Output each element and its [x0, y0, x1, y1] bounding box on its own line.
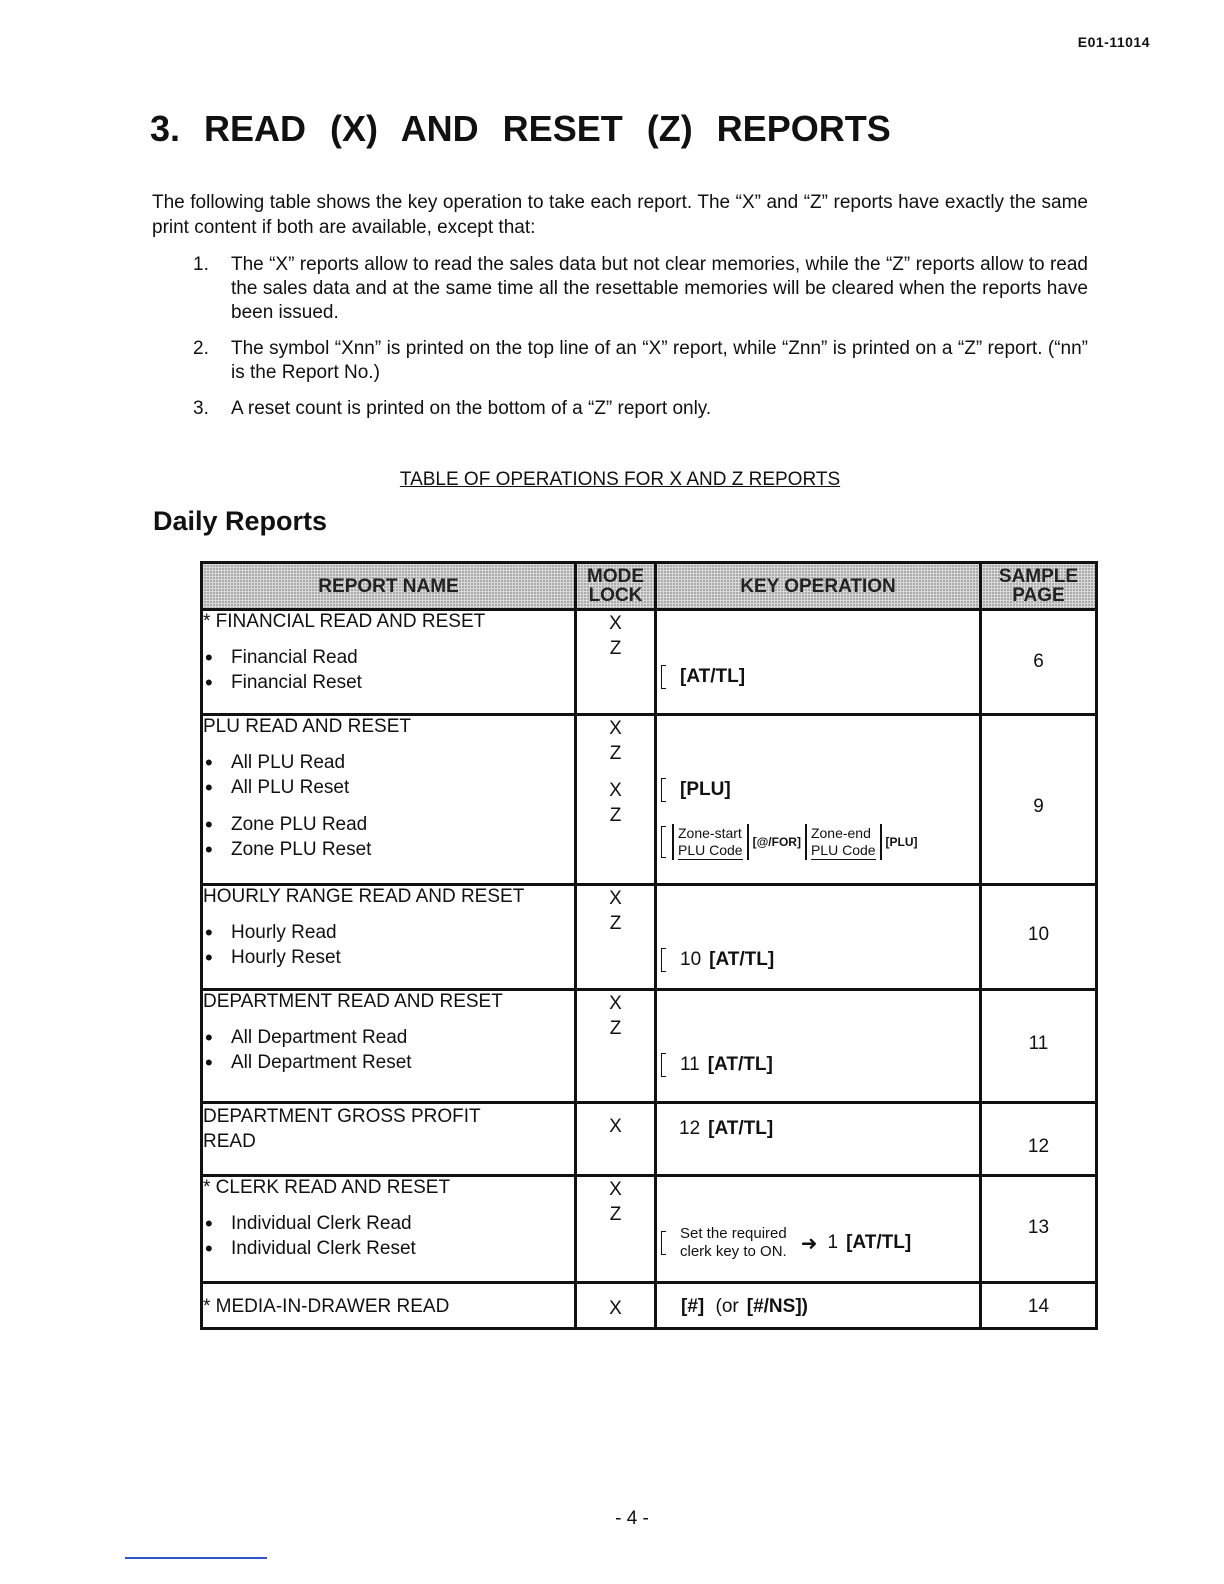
divider: [747, 824, 749, 860]
report-list: [203, 645, 574, 695]
list-item: • Hourly Read: [203, 920, 574, 945]
mode-x: X: [609, 1298, 622, 1319]
note-text: A reset count is printed on the bottom of a “Z” report only.: [231, 398, 712, 419]
report-name-cell: [202, 1176, 576, 1283]
report-list: [203, 750, 574, 862]
key-number: 12: [679, 1118, 701, 1139]
note-text: The “X” reports allow to read the sales data but not clear memories, while the “Z” reports allow to read the sales data and at the same time all the resettable memories will be cleared when the reports have been issued.: [231, 254, 1088, 323]
mode-x: X: [609, 718, 622, 739]
header-mode-lock: [576, 563, 656, 610]
header-mode-line: MODE: [587, 566, 644, 587]
key-label: [AT/TL]: [708, 1118, 774, 1139]
sample-page-cell: 11: [981, 990, 1097, 1103]
mode-z: Z: [609, 638, 622, 659]
report-list: [203, 1025, 574, 1075]
table-header-row: [202, 563, 1097, 610]
sample-page-cell: 10: [981, 885, 1097, 990]
note-number: 1.: [193, 254, 209, 275]
header-page-line: PAGE: [1012, 585, 1065, 606]
key-label: [AT/TL]: [709, 949, 775, 970]
key-number: 10: [680, 949, 702, 970]
zone-start-code: [678, 825, 743, 860]
key-label: [#/NS]): [746, 1296, 808, 1317]
list-item: • Individual Clerk Read: [203, 1211, 574, 1236]
mode-cell: [576, 990, 656, 1103]
table-row: [202, 885, 1097, 990]
table-row: [202, 1283, 1097, 1329]
mode-cell: [576, 1283, 656, 1329]
list-item: • Hourly Reset: [203, 945, 574, 970]
mode-x: X: [609, 780, 622, 801]
key-bracket: [661, 1231, 666, 1255]
key-label: [PLU]: [680, 779, 731, 800]
divider: [672, 824, 674, 860]
note-number: 3.: [193, 398, 209, 419]
divider: [805, 824, 807, 860]
note-item: [193, 337, 1088, 385]
mode-cell: [576, 885, 656, 990]
key-operation-cell: [656, 1283, 981, 1329]
report-name-cell: [202, 885, 576, 990]
table-caption: TABLE OF OPERATIONS FOR X AND Z REPORTS: [399, 469, 841, 490]
report-list: [203, 920, 574, 970]
key-number: 1: [827, 1232, 839, 1253]
arrow-right-icon: ➜: [800, 1232, 818, 1255]
list-item: • All PLU Reset: [203, 775, 574, 800]
report-group-title: DEPARTMENT READ AND RESET: [203, 991, 503, 1012]
mode-z: Z: [609, 743, 622, 764]
list-item: • Individual Clerk Reset: [203, 1236, 574, 1261]
table-row: [202, 715, 1097, 885]
zone-end-sublabel: PLU Code: [810, 841, 876, 858]
mode-z: Z: [609, 913, 622, 934]
mode-cell: [576, 1176, 656, 1283]
key-operation-cell: [656, 1103, 981, 1176]
key-sequence: [679, 1118, 773, 1140]
report-name-cell: [202, 990, 576, 1103]
header-sample-page: [981, 563, 1097, 610]
key-label: [AT/TL]: [707, 1054, 773, 1075]
header-sample-line: SAMPLE: [998, 566, 1079, 587]
note-item: [193, 397, 1088, 421]
header-key-operation: KEY OPERATION: [656, 563, 981, 610]
report-group-title: HOURLY RANGE READ AND RESET: [203, 886, 525, 907]
plu-key-label: [PLU]: [885, 834, 918, 849]
key-sequence: [661, 778, 731, 802]
intro-paragraph: The following table shows the key operation to take each report. The “X” and “Z” reports have exactly the same print content if both are available, except that:: [152, 192, 1088, 238]
zone-key-sequence: [661, 824, 918, 860]
list-item: • Zone PLU Read: [203, 812, 574, 837]
note-text: The symbol “Xnn” is printed on the top line of an “X” report, while “Znn” is printed on a “Z” report. (“nn” is the Report No.): [231, 338, 1088, 383]
list-item: • Financial Reset: [203, 670, 574, 695]
zone-start-sublabel: PLU Code: [678, 841, 743, 858]
table-row: [202, 1103, 1097, 1176]
key-label: [#]: [681, 1296, 705, 1317]
note-item: [193, 253, 1088, 325]
zone-start-label: Zone-start: [678, 824, 742, 841]
sample-page-cell: 9: [981, 715, 1097, 885]
key-operation-cell: [656, 1176, 981, 1283]
key-bracket: [661, 1053, 666, 1077]
mode-cell: [576, 715, 656, 885]
key-sequence: [661, 948, 774, 972]
sample-page-cell: 13: [981, 1176, 1097, 1283]
key-sequence: [661, 1225, 911, 1261]
section-heading: Daily Reports: [153, 506, 328, 536]
mode-cell: [576, 610, 656, 715]
page-number: - 4 -: [615, 1508, 649, 1529]
sample-page-cell: 12: [981, 1103, 1097, 1176]
header-lock-line: LOCK: [588, 585, 643, 606]
report-list: [203, 1211, 574, 1261]
key-label: [AT/TL]: [680, 666, 746, 687]
key-label: [AT/TL]: [846, 1232, 912, 1253]
notes-list: [193, 253, 1088, 433]
mode-cell: [576, 1103, 656, 1176]
mode-z: Z: [609, 1018, 622, 1039]
document-id: E01-11014: [1077, 34, 1150, 50]
report-group-title-continued: READ: [203, 1131, 256, 1152]
mode-x: X: [609, 613, 622, 634]
key-bracket: [661, 665, 666, 689]
list-item: • All PLU Read: [203, 750, 574, 775]
page-title: 3. READ (X) AND RESET (Z) REPORTS: [150, 108, 891, 149]
for-key-label: [@/FOR]: [752, 834, 801, 849]
table-row: [202, 1176, 1097, 1283]
footer-rule: [125, 1557, 267, 1559]
list-item: • Zone PLU Reset: [203, 837, 574, 862]
key-sequence: [661, 1053, 773, 1077]
key-bracket: [661, 826, 666, 858]
key-or-text: (or: [715, 1296, 739, 1317]
sample-page-cell: 6: [981, 610, 1097, 715]
mode-x: X: [609, 1179, 622, 1200]
clerk-instruction-line: Set the required: [680, 1225, 787, 1242]
report-name-cell: [202, 715, 576, 885]
note-number: 2.: [193, 338, 209, 359]
divider: [880, 824, 882, 860]
mode-x: X: [609, 993, 622, 1014]
list-item: • All Department Reset: [203, 1050, 574, 1075]
table-row: [202, 610, 1097, 715]
key-operation-cell: [656, 715, 981, 885]
key-operation-cell: [656, 885, 981, 990]
key-operation-cell: [656, 610, 981, 715]
operations-table: [200, 561, 1098, 1330]
mode-x: X: [609, 888, 622, 909]
report-name-cell: [202, 1103, 576, 1176]
list-item: • All Department Read: [203, 1025, 574, 1050]
clerk-instruction: [680, 1225, 787, 1261]
report-group-title: * FINANCIAL READ AND RESET: [203, 611, 486, 632]
table-row: [202, 990, 1097, 1103]
key-operation-cell: [656, 990, 981, 1103]
report-group-title: PLU READ AND RESET: [203, 716, 411, 737]
report-name-cell: * MEDIA-IN-DRAWER READ: [202, 1283, 576, 1329]
mode-x: X: [609, 1116, 622, 1137]
clerk-instruction-line: clerk key to ON.: [680, 1243, 787, 1260]
list-item: • Financial Read: [203, 645, 574, 670]
mode-z: Z: [609, 1204, 622, 1225]
key-bracket: [661, 948, 666, 972]
report-name-cell: [202, 610, 576, 715]
report-group-title: DEPARTMENT GROSS PROFIT: [203, 1106, 481, 1127]
zone-sequence: [668, 824, 918, 860]
header-report-name: REPORT NAME: [202, 563, 576, 610]
zone-end-code: [811, 825, 876, 860]
key-sequence: [661, 665, 745, 689]
key-bracket: [661, 778, 666, 802]
report-group-title: * CLERK READ AND RESET: [203, 1177, 451, 1198]
mode-z: Z: [609, 805, 622, 826]
zone-end-label: Zone-end: [810, 824, 871, 841]
key-number: 11: [680, 1054, 700, 1075]
sample-page-cell: 14: [981, 1283, 1097, 1329]
key-sequence: [681, 1296, 808, 1318]
